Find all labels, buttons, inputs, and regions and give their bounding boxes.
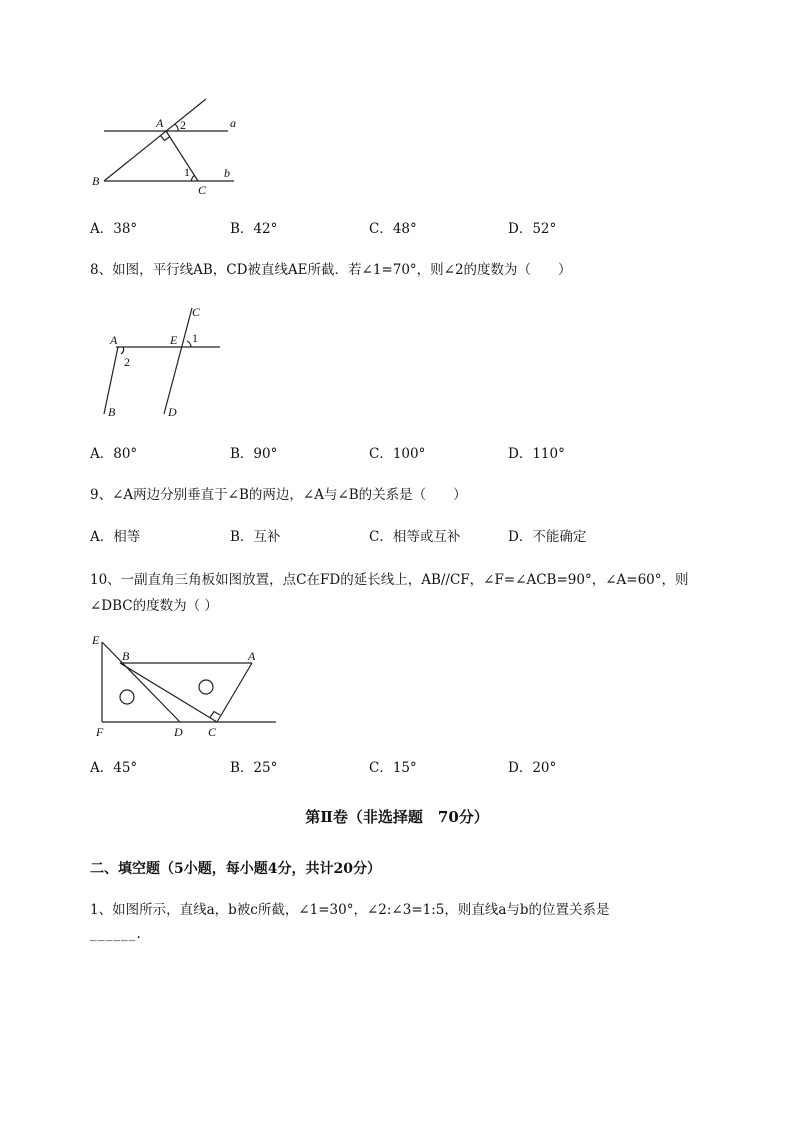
triangle-hole-right xyxy=(199,680,213,694)
section2-title: 二、填空题（5小题，每小题4分，共计20分） xyxy=(90,861,381,877)
q10-option-c[interactable]: C．15° xyxy=(369,760,417,776)
right-angle-mark xyxy=(210,712,220,718)
label-b: b xyxy=(224,166,230,180)
figure-q10 xyxy=(90,628,280,740)
label-A: A xyxy=(110,333,118,347)
label-A: A xyxy=(156,116,164,130)
q7-option-c[interactable]: C．48° xyxy=(369,221,417,237)
part2-title: 第Ⅱ卷（非选择题 70分） xyxy=(305,808,489,826)
segment-ac xyxy=(166,131,198,181)
label-E: E xyxy=(92,633,100,647)
q8-option-a[interactable]: A．80° xyxy=(90,446,138,462)
q9-stem: 9、∠A两边分别垂直于∠B的两边，∠A与∠B的关系是（ ） xyxy=(90,487,467,503)
segment-ed xyxy=(102,642,180,722)
fill1-stem: 1、如图所示，直线a，b被c所截，∠1=30°，∠2:∠3=1:5，则直线a与b的位置关系是 xyxy=(90,902,610,918)
segment-ac xyxy=(217,663,252,722)
q9-option-c[interactable]: C．相等或互补 xyxy=(369,529,461,545)
line-cd xyxy=(164,308,192,414)
label-E: E xyxy=(170,333,178,347)
angle-1-arc xyxy=(191,176,195,181)
q10-option-a[interactable]: A．45° xyxy=(90,760,138,776)
q8-stem: 8、如图，平行线AB，CD被直线AE所截．若∠1=70°，则∠2的度数为（ ） xyxy=(90,262,572,278)
label-F: F xyxy=(96,725,104,739)
angle-2-arc xyxy=(121,347,124,354)
label-D: D xyxy=(174,725,183,739)
figure-q8 xyxy=(100,302,230,424)
label-C: C xyxy=(208,725,217,739)
label-B: B xyxy=(122,649,130,663)
q8-option-d[interactable]: D．110° xyxy=(508,446,565,462)
triangle-hole-left xyxy=(120,690,134,704)
label-C: C xyxy=(198,183,207,197)
q10-option-b[interactable]: B．25° xyxy=(230,760,278,776)
label-1: 1 xyxy=(192,331,198,345)
label-2: 2 xyxy=(124,355,130,369)
label-C: C xyxy=(192,305,201,319)
q7-option-a[interactable]: A．38° xyxy=(90,221,138,237)
q10-option-d[interactable]: D．20° xyxy=(508,760,557,776)
q9-option-d[interactable]: D．不能确定 xyxy=(508,529,587,545)
label-B: B xyxy=(108,405,116,419)
label-A: A xyxy=(248,649,256,663)
label-a: a xyxy=(230,116,236,130)
q9-option-a[interactable]: A．相等 xyxy=(90,529,141,545)
label-2: 2 xyxy=(180,118,186,132)
label-1: 1 xyxy=(184,165,190,179)
line-ab xyxy=(104,347,118,414)
q8-option-c[interactable]: C．100° xyxy=(369,446,426,462)
fill1-answer-blank[interactable]: ______. xyxy=(90,926,142,942)
q9-option-b[interactable]: B．互补 xyxy=(230,529,281,545)
right-angle-mark xyxy=(161,136,171,141)
angle-1-arc xyxy=(187,341,191,347)
angle-2-arc xyxy=(175,124,178,131)
q8-option-b[interactable]: B．90° xyxy=(230,446,278,462)
q7-option-d[interactable]: D．52° xyxy=(508,221,557,237)
q10-stem-line1: 10、一副直角三角板如图放置，点C在FD的延长线上，AB//CF，∠F=∠ACB=90°，∠A=60°，则 xyxy=(90,572,689,588)
q7-option-b[interactable]: B．42° xyxy=(230,221,278,237)
label-D: D xyxy=(168,405,177,419)
label-B: B xyxy=(92,174,100,188)
figure-q7 xyxy=(90,95,250,205)
q10-stem-line2: ∠DBC的度数为（ ） xyxy=(90,598,218,614)
